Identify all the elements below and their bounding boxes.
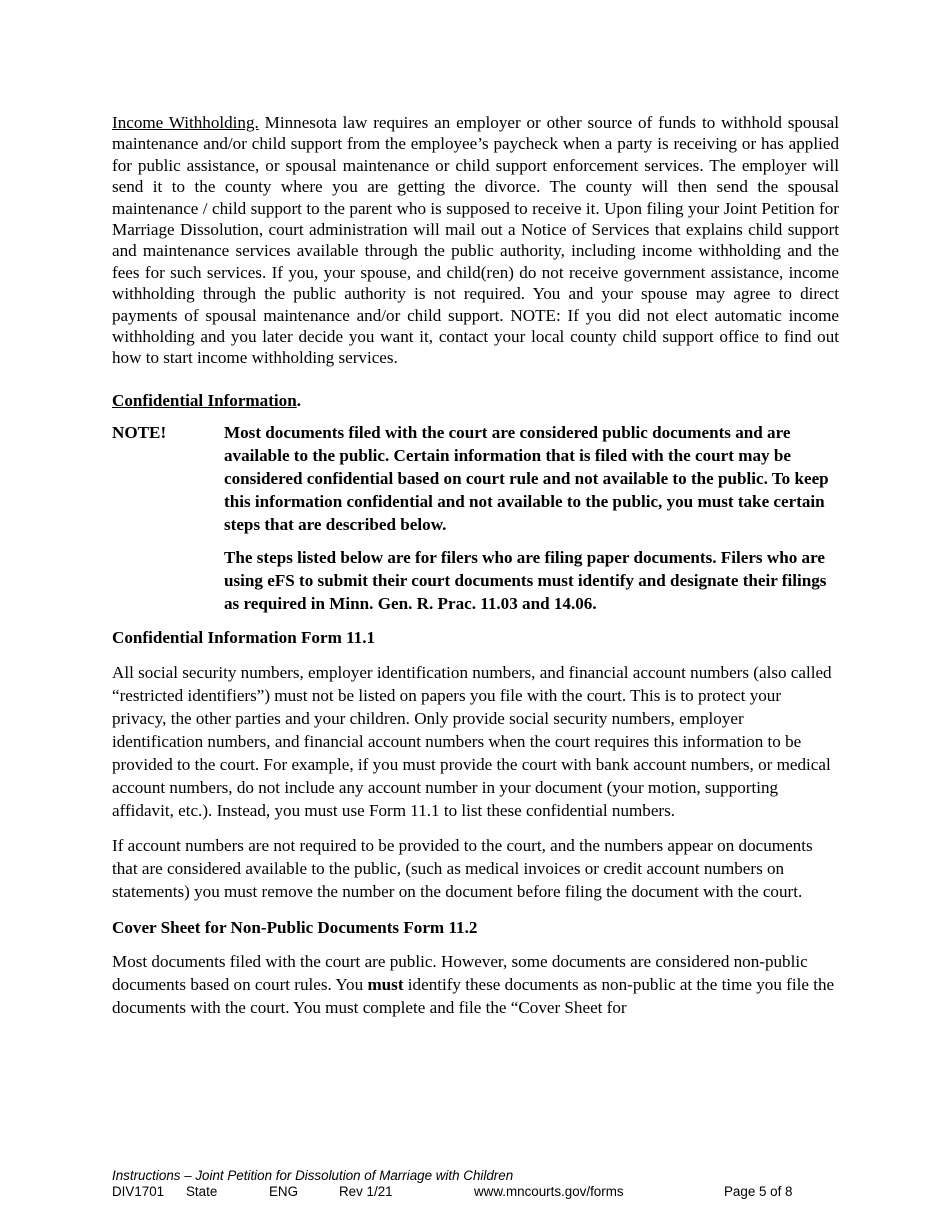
page-footer (112, 1168, 839, 1200)
note-block (112, 421, 839, 615)
footer-language: ENG (269, 1184, 299, 1199)
form-11-2-text-a: Most documents filed with the court are public. However, some documents are considered non-public documents based on court rules. You (112, 952, 808, 995)
note-label: NOTE! (112, 423, 167, 443)
form-11-2-text-b: identify these documents as non-public at the time you file the documents with the court. You must complete and file the “Cover Sheet for (112, 975, 835, 1018)
form-11-1-paragraph-restricted-identifiers: All social security numbers, employer identification numbers, and financial account numbers (also called “restricted identifiers”) must not be listed on papers you file with the court. This is to protect your privacy, the other parties and your children. Only provide social security numbers, employer identification numbers, and financial account numbers when the court requires this information to be provided to the court. For example, if you must provide the court with bank account numbers, or medical account numbers, do not include any account number in your document (your motion, supporting affidavit, etc.). Instead, you must use Form 11.1 to list these confidential numbers. (112, 662, 832, 820)
form-11-2-heading: Cover Sheet for Non-Public Documents Form 11.2 (112, 917, 478, 937)
footer-jurisdiction: State (186, 1184, 218, 1199)
note-body (224, 421, 839, 615)
note-paragraph-efs-filers: The steps listed below are for filers who are filing paper documents. Filers who are using eFS to submit their court documents must identify and designate their filings as required in Minn. Gen. R. Prac. 11.03 and 14.06. (224, 548, 827, 614)
footer-title: Instructions – Joint Petition for Dissolution of Marriage with Children (112, 1168, 514, 1183)
income-withholding-paragraph (112, 112, 839, 369)
footer-form-id: DIV1701 (112, 1184, 165, 1199)
footer-meta-row (112, 1184, 839, 1200)
note-paragraph-public-documents: Most documents filed with the court are considered public documents and are available to the public. Certain information that is filed with the court may be considered confidential based on court rule and not available to the public. To keep this information confidential and not available to the public, you must take certain steps that are described below. (224, 423, 829, 535)
footer-url: www.mncourts.gov/forms (474, 1184, 624, 1199)
income-withholding-body: Minnesota law requires an employer or other source of funds to withhold spousal maintenance and/or child support from the employee’s paycheck when a party is receiving or has applied for public assistance, or spousal maintenance or child support enforcement services. The employer will send it to the county where you are getting the divorce. The county will then send the spousal maintenance / child support to the parent who is supposed to receive it. Upon filing your Joint Petition for Marriage Dissolution, court administration will mail out a Notice of Services that explains child support and maintenance services available through the public authority, including income withholding and the fees for such services. If you, your spouse, and child(ren) do not receive government assistance, income withholding through the public authority is not required. You and your spouse may agree to direct payments of spousal maintenance and/or child support. NOTE: If you did not elect automatic income withholding and you later decide you want it, contact your local county child support office to find out how to start income withholding services. (112, 113, 839, 368)
confidential-information-heading (112, 390, 839, 411)
form-11-2-paragraph (112, 950, 839, 1019)
income-withholding-heading: Income Withholding. (112, 113, 259, 132)
document-page (112, 112, 839, 1019)
confidential-heading-text: Confidential Information (112, 390, 297, 410)
form-11-1-heading: Confidential Information Form 11.1 (112, 628, 376, 648)
form-11-1-paragraph-account-numbers: If account numbers are not required to be provided to the court, and the numbers appear on documents that are considered available to the public, (such as medical invoices or credit account numbers on statements) you must remove the number on the document before filing the document with the court. (112, 835, 813, 901)
confidential-heading-period: . (296, 390, 301, 410)
footer-revision: Rev 1/21 (339, 1184, 393, 1199)
form-11-2-must: must (367, 975, 404, 995)
footer-page-number: Page 5 of 8 (724, 1184, 793, 1199)
